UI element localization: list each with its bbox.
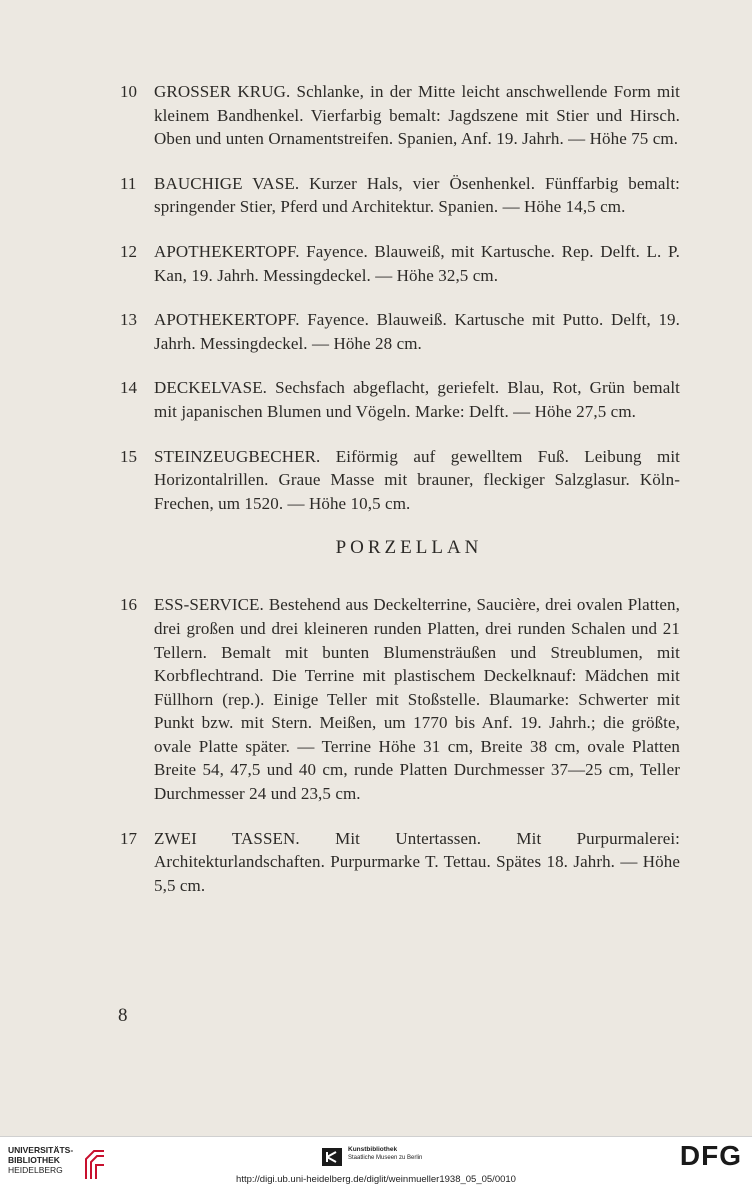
catalog-entry-12	[120, 240, 680, 287]
entry-text: ESS-SERVICE. Bestehend aus Deckelterrine, Saucière, drei ovalen Platten, drei großen und drei kleineren runden Platten, drei runden Schalen und 21 Tellern. Bemalt mit bunten Blumensträußen und Streublumen, mit Korbflechtrand. Die Terrine mit plastischem Deckelknauf: Mädchen mit Füllhorn (rep.). Einige Teller mit Stoßstelle. Blaumarke: Schwerter mit Punkt bzw. mit Stern. Meißen, um 1770 bis Anf. 19. Jahrh.; die größte, ovale Platte später. — Terrine Höhe 31 cm, Breite 38 cm, ovale Platten Breite 54, 47,5 und 40 cm, runde Platten Durchmesser 37—25 cm, Teller Durchmesser 24 und 23,5 cm.	[154, 595, 680, 804]
catalog-entries	[120, 80, 680, 918]
source-url-link[interactable]: http://digi.ub.uni-heidelberg.de/diglit/weinmueller1938_05_05/0010	[236, 1174, 516, 1185]
library-line-3: HEIDELBERG	[8, 1165, 63, 1175]
kb-line-1: Kunstbibliothek	[348, 1146, 398, 1153]
entry-number: 12	[120, 241, 137, 261]
entry-number: 15	[120, 446, 137, 466]
catalog-entry-11	[120, 172, 680, 219]
catalog-entry-14	[120, 376, 680, 423]
kunstbibliothek-logo[interactable]	[322, 1144, 452, 1172]
entry-text: STEINZEUGBECHER. Eiförmig auf gewelltem Fuß. Leibung mit Horizontalrillen. Graue Masse mit brauner, fleckiger Salzglasur. Köln-Frechen, um 1520. — Höhe 10,5 cm.	[154, 446, 680, 513]
catalog-entry-15	[120, 445, 680, 516]
entry-text: ZWEI TASSEN. Mit Untertassen. Mit Purpurmalerei: Architekturlandschaften. Purpurmarke T. Tettau. Spätes 18. Jahrh. — Höhe 5,5 cm.	[154, 828, 680, 895]
library-line-2: BIBLIOTHEK	[8, 1155, 60, 1165]
catalog-entry-13	[120, 308, 680, 355]
library-line-1: UNIVERSITÄTS-	[8, 1145, 74, 1155]
kb-line-2: Staatliche Museen zu Berlin	[348, 1155, 423, 1161]
entry-number: 11	[120, 173, 137, 193]
dfg-logo[interactable]: DFG	[679, 1140, 742, 1171]
section-title-porzellan: PORZELLAN	[335, 537, 483, 559]
entry-text: BAUCHIGE VASE. Kurzer Hals, vier Ösenhenkel. Fünffarbig bemalt: springender Stier, Pferd und Architektur. Spanien. — Höhe 14,5 cm.	[154, 173, 680, 217]
entry-text: APOTHEKERTOPF. Fayence. Blauweiß. Kartusche mit Putto. Delft, 19. Jahrh. Messingdeckel. — Höhe 28 cm.	[154, 310, 680, 353]
entry-number: 14	[120, 378, 137, 398]
kunstbibliothek-mark-icon	[322, 1148, 342, 1166]
catalog-entry-17	[120, 827, 680, 898]
entry-text: DECKELVASE. Sechsfach abgeflacht, geriefelt. Blau, Rot, Grün bemalt mit japanischen Blumen und Vögeln. Marke: Delft. — Höhe 27,5 cm.	[154, 378, 680, 421]
entry-number: 16	[120, 595, 137, 615]
entry-number: 17	[120, 828, 137, 848]
entry-text: GROSSER KRUG. Schlanke, in der Mitte leicht anschwellende Form mit kleinem Bandhenkel. Vierfarbig bemalt: Jagdszene mit Stier und Hirsch. Oben und unten Ornamentstreifen. Spanien, Anf. 19. Jahrh. — Höhe 75 cm.	[154, 82, 680, 149]
page-number: 8	[118, 1005, 128, 1026]
entry-text: APOTHEKERTOPF. Fayence. Blauweiß, mit Kartusche. Rep. Delft. L. P. Kan, 19. Jahrh. Messingdeckel. — Höhe 32,5 cm.	[154, 241, 680, 285]
catalog-entry-16	[120, 593, 680, 805]
entry-number: 10	[120, 82, 137, 101]
entry-number: 13	[120, 310, 137, 330]
catalog-entry-10	[120, 80, 680, 151]
kunstbibliothek-wordmark	[348, 1146, 422, 1162]
